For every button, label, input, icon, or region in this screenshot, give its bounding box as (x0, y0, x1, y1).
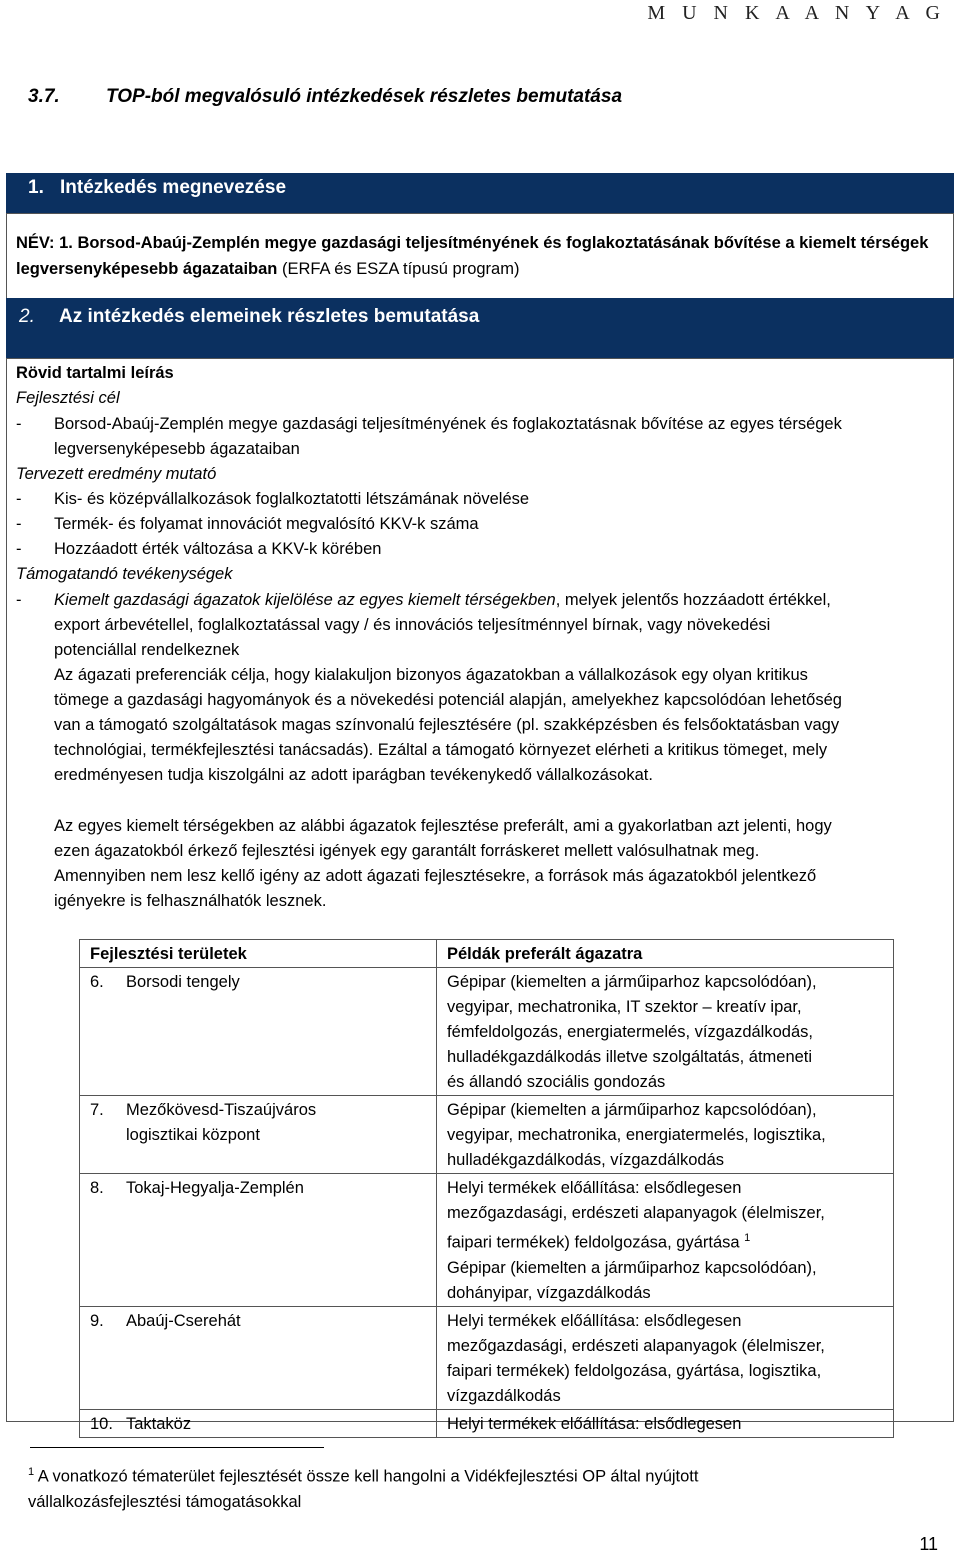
example-line: faipari termékek) feldolgozása, gyártása, logisztika, (447, 1361, 822, 1380)
area-name: Tokaj-Hegyalja-Zemplén (126, 1179, 304, 1197)
paragraph-line: tömege a gazdasági hagyományok és a növekedési potenciál alapján, amelyekhez kapcsolódóan lehetőség (54, 691, 842, 709)
indicator-text: Termék- és folyamat innovációt megvalósító KKV-k száma (54, 515, 479, 533)
area-name: Borsodi tengely (126, 973, 240, 991)
indicator-item (16, 512, 479, 537)
development-goal-heading: Fejlesztési cél (16, 389, 120, 407)
indicator-item (16, 537, 381, 562)
example-line: vegyipar, mechatronika, energiatermelés, logisztika, (447, 1126, 826, 1144)
paragraph-line: van a támogató szolgáltatások magas színvonalú fejlesztésére (pl. szakképzésben és felsőoktatásban vagy (54, 716, 840, 734)
footnote-reference[interactable]: 1 (744, 1232, 751, 1244)
area-cell (80, 1096, 437, 1174)
measure-name-label: NÉV: 1. Borsod-Abaúj-Zemplén megye gazdasági teljesítményének és foglakoztatásának bővítése a kiemelt térségek legversenyképesebb ágazataiban (16, 234, 929, 278)
block-1-header (6, 173, 954, 213)
area-number: 10. (90, 1414, 113, 1433)
activity-text-3: potenciállal rendelkeznek (54, 641, 240, 659)
indicator-text: Kis- és középvállalkozások foglalkoztatotti létszámának növelése (54, 490, 530, 508)
activity-italic-text: Kiemelt gazdasági ágazatok kijelölése az egyes kiemelt térségekben (54, 591, 556, 609)
example-line: mezőgazdasági, erdészeti alapanyagok (élelmiszer, (447, 1204, 825, 1222)
block-2-number: 2. (19, 306, 35, 327)
example-line: Helyi termékek előállítása: elsődlegesen (447, 1311, 742, 1330)
table-row (80, 1409, 894, 1437)
paragraph-line: Az egyes kiemelt térségekben az alábbi ágazatok fejlesztése preferált, ami a gyakorlatban azt jelenti, hogy (54, 817, 832, 835)
example-line: vegyipar, mechatronika, IT szektor – kreatív ipar, (447, 998, 802, 1016)
example-line: Gépipar (kiemelten a járműiparhoz kapcsolódóan), (447, 1101, 817, 1119)
activity-text: , melyek jelentős hozzáadott értékkel, (555, 591, 831, 609)
indicator-text: Hozzáadott érték változása a KKV-k körében (54, 540, 382, 558)
activity-text-2: export árbevétellel, foglalkoztatással vagy / és innovációs teljesítménnyel bírnak, vagy növekedési (54, 616, 771, 634)
area-cell (80, 1306, 437, 1409)
area-cell (80, 1174, 437, 1307)
bullet-dash: - (16, 415, 22, 433)
area-number: 7. (90, 1101, 104, 1119)
example-line: hulladékgazdálkodás, vízgazdálkodás (447, 1151, 725, 1169)
example-line: és állandó szociális gondozás (447, 1073, 666, 1091)
section-title-text: TOP-ból megvalósuló intézkedések részletes bemutatása (106, 86, 623, 107)
block-2-title: Az intézkedés elemeinek részletes bemutatása (59, 306, 480, 327)
section-number: 3.7. (28, 86, 60, 107)
paragraph-line: Amennyiben nem lesz kellő igény az adott ágazati fejlesztésekre, a források más ágazatokból jelentkező (54, 867, 817, 885)
area-name: Mezőkövesd-Tiszaújváros logisztikai központ (126, 1101, 317, 1144)
paragraph-line: igényekre is felhasználhatók lesznek. (54, 892, 327, 910)
section-title (28, 86, 622, 108)
example-line: vízgazdálkodás (447, 1386, 561, 1405)
example-line: Gépipar (kiemelten a járműiparhoz kapcsolódóan), (447, 973, 817, 991)
goal-text-2: legversenyképesebb ágazataiban (54, 440, 300, 458)
bullet-dash: - (16, 490, 22, 508)
block-1-number: 1. (28, 177, 44, 198)
footnote-text: A vonatkozó tématerület fejlesztését össze kell hangolni a Vidékfejlesztési OP által nyújtott vállalkozásfejlesztési támogatásokkal (28, 1467, 699, 1511)
paragraph-line: Az ágazati preferenciák célja, hogy kialakuljon bizonyos ágazatokban a vállalkozások egy olyan kritikus (54, 666, 808, 684)
block-2-header (6, 298, 954, 358)
example-line: hulladékgazdálkodás illetve szolgáltatás, átmeneti (447, 1048, 813, 1066)
paragraph-line: technológiai, termékfejlesztési tanácsadás). Ezáltal a támogató környezet elérheti a kritikus tömeget, mely (54, 741, 828, 759)
examples-cell (437, 968, 894, 1096)
bullet-dash: - (16, 515, 22, 533)
example-line (447, 1226, 885, 1256)
examples-cell (437, 1096, 894, 1174)
area-name: Abaúj-Cserehát (126, 1311, 241, 1330)
area-number: 9. (90, 1311, 104, 1330)
indicator-item (16, 487, 529, 512)
measure-name (16, 230, 946, 282)
footnote-mark: 1 (28, 1466, 35, 1478)
example-text: faipari termékek) feldolgozása, gyártása (447, 1233, 740, 1252)
paragraph-line: ezen ágazatokból érkező fejlesztési igények egy garantált forráskeret mellett valósulhatnak meg. (54, 842, 760, 860)
block-1-title: Intézkedés megnevezése (60, 177, 287, 198)
example-line: fémfeldolgozás, energiatermelés, vízgazdálkodás, (447, 1023, 813, 1041)
page-number: 11 (919, 1534, 938, 1554)
footnote (28, 1460, 848, 1515)
table-row (80, 1174, 894, 1307)
goal-text-1: Borsod-Abaúj-Zemplén megye gazdasági teljesítményének és foglakoztatásnak bővítése az egyes térségek (54, 415, 842, 433)
paragraph-line: eredményesen tudja kiszolgálni az adott iparágban tevékenykedő vállalkozásokat. (54, 766, 653, 784)
example-line: dohányipar, vízgazdálkodás (447, 1283, 651, 1302)
column-header-examples: Példák preferált ágazatra (437, 940, 894, 968)
area-number: 8. (90, 1179, 104, 1197)
short-description-heading: Rövid tartalmi leírás (16, 364, 174, 382)
bullet-dash: - (16, 591, 22, 609)
table-row (80, 968, 894, 1096)
bullet-dash: - (16, 540, 22, 558)
document-watermark: M U N K A A N Y A G (647, 2, 946, 24)
example-line: Helyi termékek előállítása: elsődlegesen (447, 1414, 742, 1433)
area-cell (80, 1409, 437, 1437)
footnote-separator (30, 1447, 324, 1448)
sector-table (79, 939, 894, 1438)
supported-activities-heading: Támogatandó tevékenységek (16, 565, 233, 583)
table-header-row (80, 940, 894, 968)
measure-name-suffix: (ERFA és ESZA típusú program) (277, 260, 520, 278)
example-line: mezőgazdasági, erdészeti alapanyagok (élelmiszer, (447, 1336, 825, 1355)
example-line: Helyi termékek előállítása: elsődlegesen (447, 1179, 742, 1197)
example-line: Gépipar (kiemelten a járműiparhoz kapcsolódóan), (447, 1258, 817, 1277)
area-name: Taktaköz (126, 1414, 192, 1433)
goal-item (16, 412, 842, 437)
column-header-areas: Fejlesztési területek (80, 940, 437, 968)
examples-cell (437, 1174, 894, 1307)
result-indicator-heading: Tervezett eredmény mutató (16, 465, 217, 483)
examples-cell (437, 1306, 894, 1409)
area-number: 6. (90, 973, 104, 991)
table-row (80, 1096, 894, 1174)
area-cell (80, 968, 437, 1096)
table-row (80, 1306, 894, 1409)
activity-item (16, 588, 831, 613)
examples-cell (437, 1409, 894, 1437)
